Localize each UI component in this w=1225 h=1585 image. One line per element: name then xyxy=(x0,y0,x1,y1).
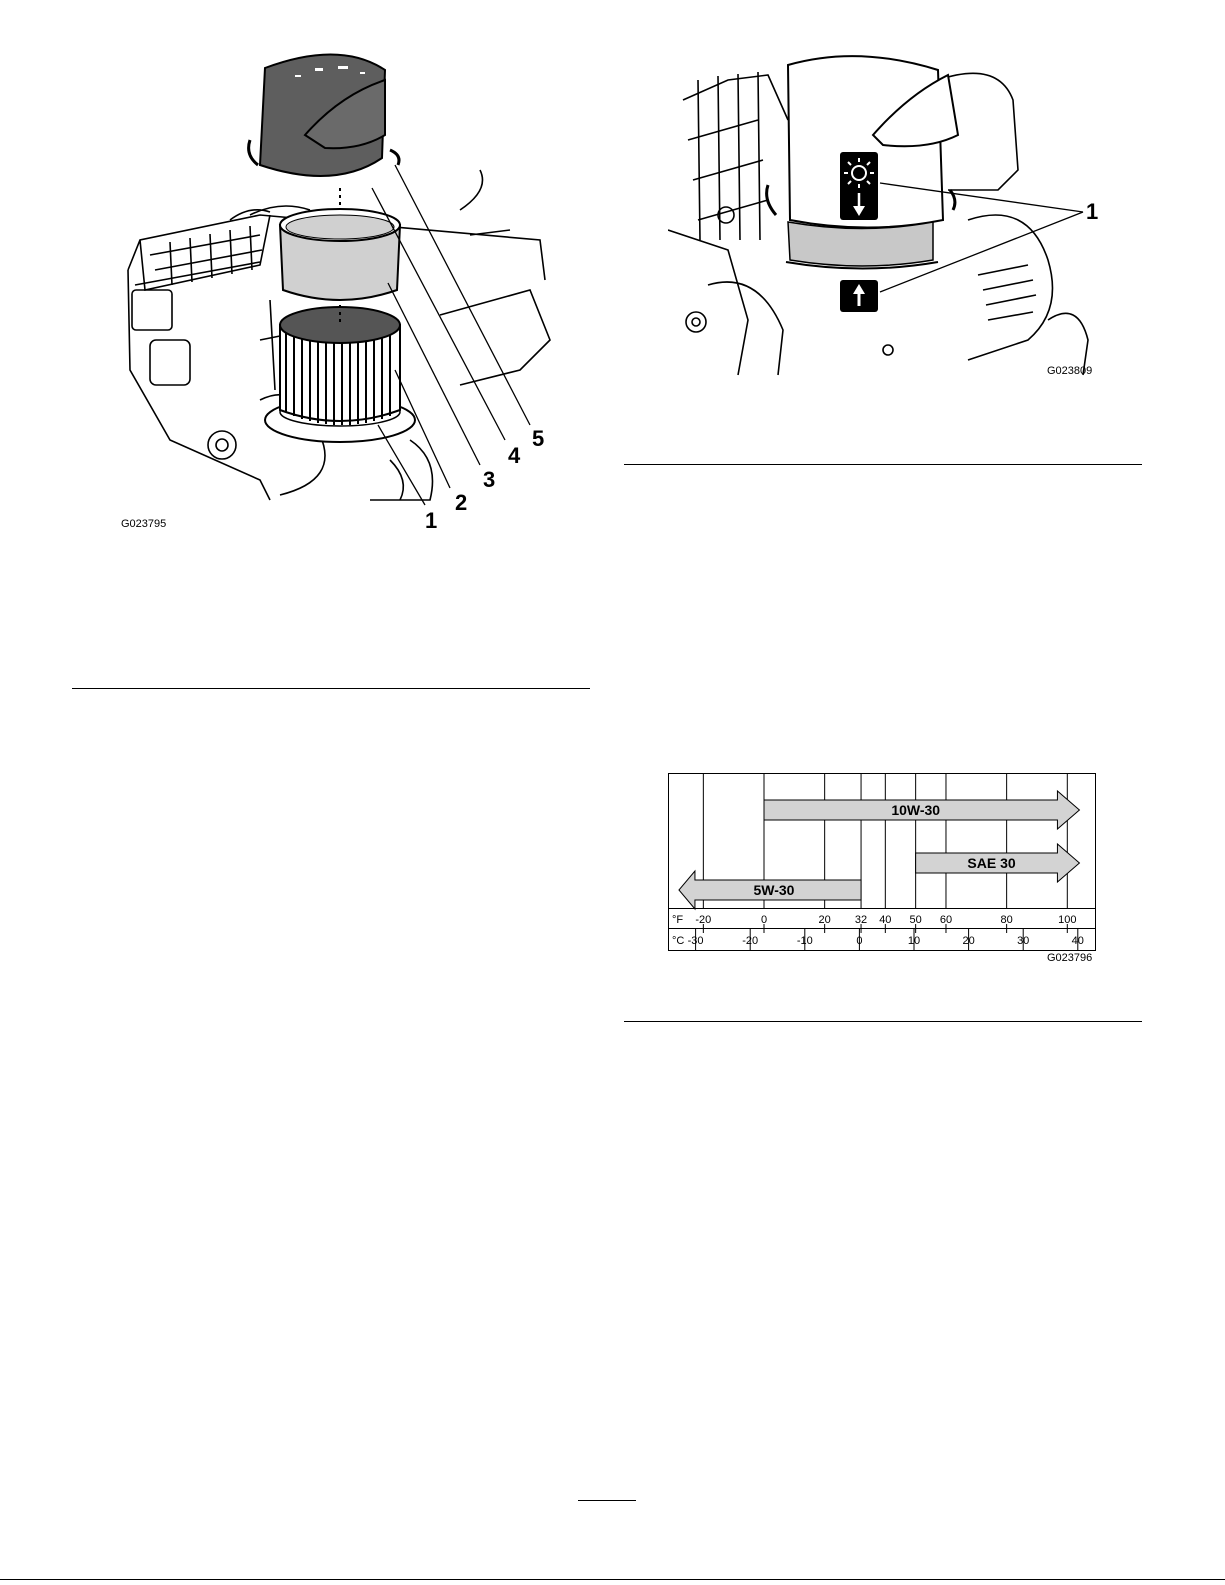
f-tick-label: 50 xyxy=(909,914,922,926)
c-tick-label: 30 xyxy=(1017,935,1030,947)
celsius-unit-label: °C xyxy=(672,935,685,947)
callout-3: 3 xyxy=(483,467,496,492)
air-cleaner-cover xyxy=(249,54,399,175)
section-rule xyxy=(624,1021,1142,1022)
section-rule xyxy=(624,464,1142,465)
c-tick-label: 20 xyxy=(962,935,975,947)
cover-orientation-illustration xyxy=(668,40,1108,380)
f-tick-label: 32 xyxy=(854,914,868,926)
c-tick-label: -10 xyxy=(796,935,813,947)
cover-down-arrow-icon xyxy=(840,152,878,220)
c-tick-label: 0 xyxy=(856,935,863,947)
f-tick-label: 80 xyxy=(1000,914,1013,926)
figure-id: G023796 xyxy=(1047,952,1093,964)
series-label: 5W-30 xyxy=(753,882,795,898)
pleated-filter-element xyxy=(280,307,400,425)
fahrenheit-unit-label: °F xyxy=(672,914,684,926)
precleaner-up-arrow-icon xyxy=(840,280,878,312)
c-tick-label: 40 xyxy=(1071,935,1084,947)
f-tick-label: 0 xyxy=(760,914,768,926)
section-rule xyxy=(72,688,590,689)
series-label: SAE 30 xyxy=(967,855,1016,871)
callout-4: 4 xyxy=(508,443,521,468)
f-tick-label: -20 xyxy=(695,914,712,926)
f-tick-label: 20 xyxy=(818,914,831,926)
figure-id: G023809 xyxy=(1047,365,1093,377)
c-tick-label: -30 xyxy=(687,935,704,947)
callout-1: 1 xyxy=(1086,199,1099,224)
footer-rule xyxy=(0,1579,1225,1580)
callout-5: 5 xyxy=(532,426,545,451)
foam-precleaner xyxy=(280,209,400,300)
page-number-rule xyxy=(578,1500,636,1501)
f-tick-label: 100 xyxy=(1058,914,1077,926)
oil-viscosity-chart xyxy=(668,773,1098,969)
callout-1: 1 xyxy=(425,508,438,533)
c-tick-label: 10 xyxy=(907,935,921,947)
callout-2: 2 xyxy=(455,490,468,515)
f-tick-label: 60 xyxy=(939,914,953,926)
f-tick-label: 40 xyxy=(879,914,892,926)
series-label: 10W-30 xyxy=(891,802,941,818)
figure-id: G023795 xyxy=(121,518,167,530)
c-tick-label: -20 xyxy=(742,935,759,947)
